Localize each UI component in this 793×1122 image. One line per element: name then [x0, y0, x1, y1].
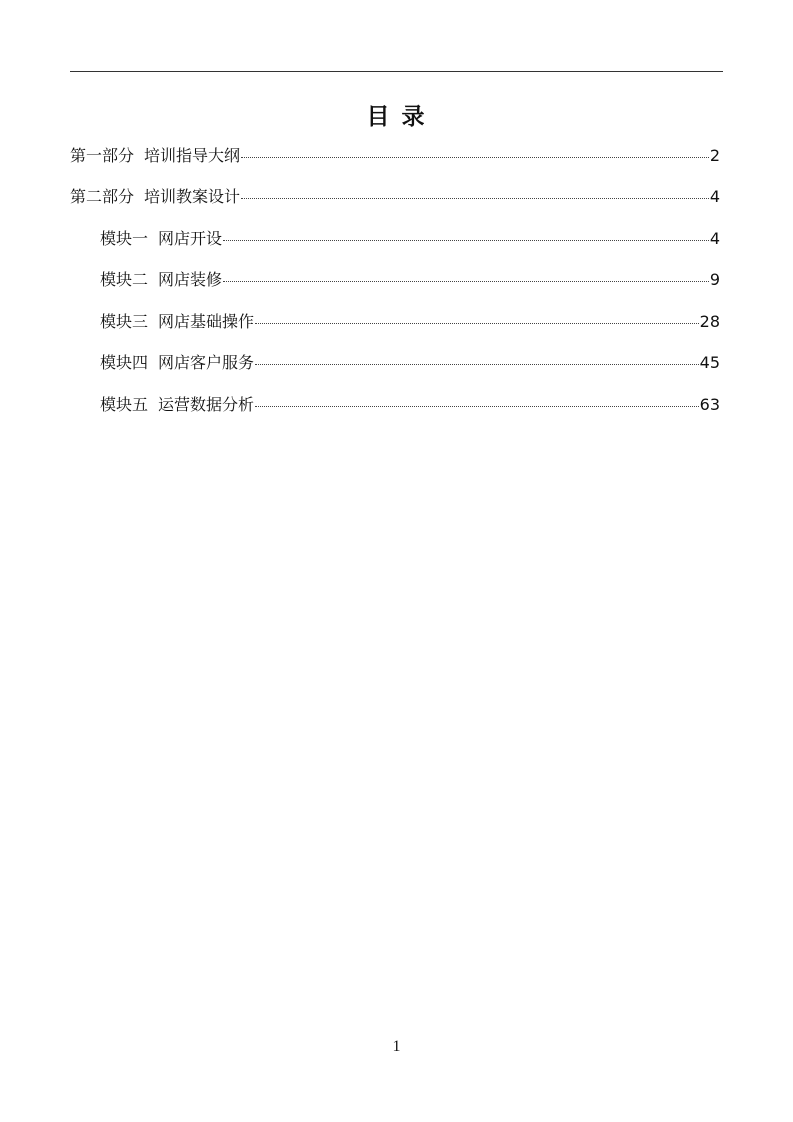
- toc-dot-leader: [241, 157, 709, 158]
- toc-entry-module-2[interactable]: [100, 269, 720, 291]
- toc-entry-part-1[interactable]: [70, 145, 720, 167]
- toc-entry-title: 网店开设: [158, 229, 223, 248]
- toc-entry-title: 运营数据分析: [158, 395, 255, 414]
- toc-entry-title: 培训教案设计: [144, 187, 241, 206]
- toc-dot-leader: [241, 198, 709, 199]
- toc-dot-leader: [255, 323, 699, 324]
- toc-entry-part: 模块二: [100, 270, 149, 289]
- toc-entry-label: [70, 186, 240, 208]
- toc-entry-part: 第二部分: [70, 187, 135, 206]
- toc-entry-title: 网店基础操作: [158, 312, 255, 331]
- toc-entry-page: 45: [699, 353, 720, 372]
- toc-entry-title: 培训指导大纲: [144, 146, 241, 165]
- toc-entry-module-1[interactable]: [100, 228, 720, 250]
- toc-entry-label: [100, 394, 254, 416]
- toc-entry-page: 63: [699, 395, 720, 414]
- toc-entry-page: 2: [709, 146, 720, 165]
- toc-entry-part: 模块四: [100, 353, 149, 372]
- toc-dot-leader: [255, 364, 699, 365]
- toc-entry-label: [100, 228, 222, 250]
- toc-dot-leader: [223, 281, 709, 282]
- toc-entry-module-5[interactable]: [100, 394, 720, 416]
- toc-entry-title: 网店客户服务: [158, 353, 255, 372]
- toc-entry-part: 模块五: [100, 395, 149, 414]
- toc-entry-part-2[interactable]: [70, 186, 720, 208]
- toc-entry-page: 4: [709, 229, 720, 248]
- toc-entry-module-4[interactable]: [100, 352, 720, 374]
- toc-entry-label: [100, 311, 254, 333]
- toc-entry-part: 第一部分: [70, 146, 135, 165]
- page-title: 目 录: [366, 104, 427, 130]
- toc-entry-part: 模块三: [100, 312, 149, 331]
- toc-entry-page: 28: [699, 312, 720, 331]
- toc-entry-label: [70, 145, 240, 167]
- toc-entry-module-3[interactable]: [100, 311, 720, 333]
- toc-entry-label: [100, 352, 254, 374]
- toc-dot-leader: [255, 406, 699, 407]
- toc-entry-title: 网店装修: [158, 270, 223, 289]
- toc-entry-page: 9: [709, 270, 720, 289]
- page-number: 1: [392, 1038, 401, 1055]
- toc-dot-leader: [223, 240, 709, 241]
- toc-entry-page: 4: [709, 187, 720, 206]
- toc-entry-part: 模块一: [100, 229, 149, 248]
- toc-entry-label: [100, 269, 222, 291]
